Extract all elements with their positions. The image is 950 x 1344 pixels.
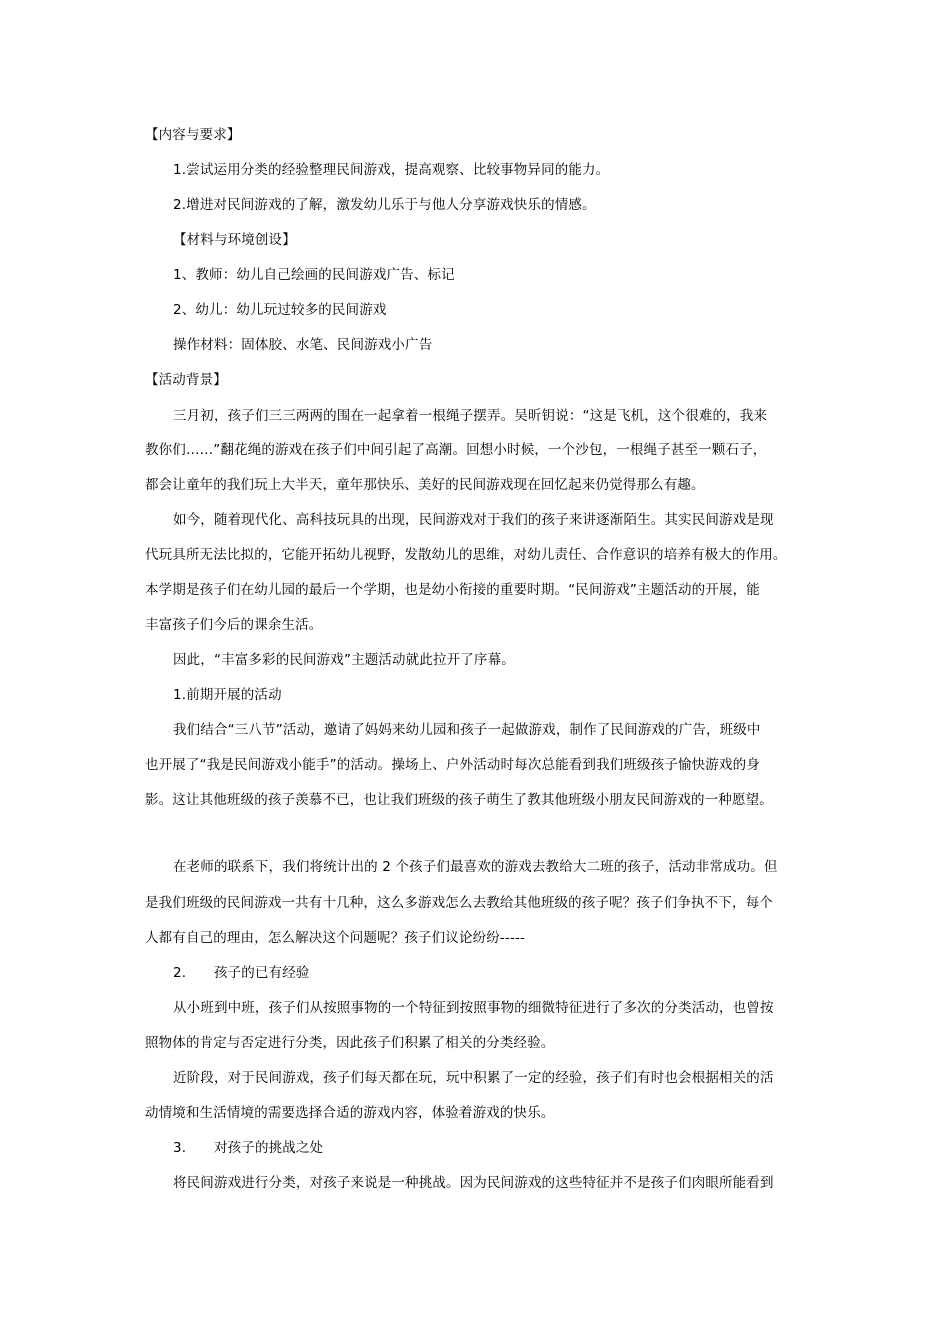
goal-item-1: 1.尝试运用分类的经验整理民间游戏，提高观察、比较事物异同的能力。 xyxy=(173,162,610,178)
paragraph-line: 近阶段，对于民间游戏，孩子们每天都在玩，玩中积累了一定的经验，孩子们有时也会根据相关的活 xyxy=(173,1070,774,1086)
section-title-background: 【活动背景】 xyxy=(145,372,227,388)
subheading-3 xyxy=(173,1138,825,1158)
material-item-2: 2、幼儿：幼儿玩过较多的民间游戏 xyxy=(173,302,387,318)
subheading-3-text: 对孩子的挑战之处 xyxy=(214,1140,324,1156)
paragraph-line: 在老师的联系下，我们将统计出的 2 个孩子们最喜欢的游戏去教给大二班的孩子，活动非常成功。但 xyxy=(173,859,778,875)
material-item-1: 1、教师：幼儿自己绘画的民间游戏广告、标记 xyxy=(173,267,455,283)
paragraph-line: 本学期是孩子们在幼儿园的最后一个学期，也是幼小衔接的重要时期。“民间游戏”主题活动的开展，能 xyxy=(145,582,760,598)
paragraph-line: 代玩具所无法比拟的，它能开拓幼儿视野，发散幼儿的思维，对幼儿责任、合作意识的培养有极大的作用。 xyxy=(145,547,787,563)
paragraph-line: 将民间游戏进行分类，对孩子来说是一种挑战。因为民间游戏的这些特征并不是孩子们肉眼所能看到 xyxy=(173,1175,774,1191)
paragraph-line: 如今，随着现代化、高科技玩具的出现，民间游戏对于我们的孩子来讲逐渐陌生。其实民间游戏是现 xyxy=(173,512,774,528)
goal-item-2: 2.增进对民间游戏的了解，激发幼儿乐于与他人分享游戏快乐的情感。 xyxy=(173,197,596,213)
section-title-materials: 【材料与环境创设】 xyxy=(173,232,296,248)
paragraph-line: 动情境和生活情境的需要选择合适的游戏内容，体验着游戏的快乐。 xyxy=(145,1105,555,1121)
paragraph-line: 照物体的肯定与否定进行分类，因此孩子们积累了相关的分类经验。 xyxy=(145,1035,555,1051)
subheading-1: 1.前期开展的活动 xyxy=(173,687,282,703)
paragraph-line: 我们结合“三八节”活动，邀请了妈妈来幼儿园和孩子一起做游戏，制作了民间游戏的广告，班级中 xyxy=(173,722,761,738)
paragraph-line: 因此，“丰富多彩的民间游戏”主题活动就此拉开了序幕。 xyxy=(173,652,515,668)
paragraph-line: 也开展了“我是民间游戏小能手”的活动。操场上、户外活动时每次总能看到我们班级孩子愉快游戏的身 xyxy=(145,757,760,773)
paragraph-line: 教你们……”翻花绳的游戏在孩子们中间引起了高潮。回想小时候，一个沙包，一根绳子甚至一颗石子， xyxy=(145,442,767,458)
paragraph-line: 影。这让其他班级的孩子羡慕不已，也让我们班级的孩子萌生了教其他班级小朋友民间游戏的一种愿望。 xyxy=(145,792,773,808)
subheading-2 xyxy=(173,963,825,983)
paragraph-line: 从小班到中班，孩子们从按照事物的一个特征到按照事物的细微特征进行了多次的分类活动，也曾按 xyxy=(173,1000,774,1016)
paragraph-line: 是我们班级的民间游戏一共有十几种，这么多游戏怎么去教给其他班级的孩子呢？孩子们争执不下，每个 xyxy=(145,895,773,911)
subheading-3-number: 3. xyxy=(173,1140,187,1156)
paragraph-line: 三月初，孩子们三三两两的围在一起拿着一根绳子摆弄。吴昕钥说：“这是飞机，这个很难的，我来 xyxy=(173,408,768,424)
paragraph-line: 丰富孩子们今后的课余生活。 xyxy=(145,617,323,633)
paragraph-line: 人都有自己的理由，怎么解决这个问题呢？孩子们议论纷纷----- xyxy=(145,930,526,946)
subheading-2-number: 2. xyxy=(173,965,187,981)
subheading-2-text: 孩子的已有经验 xyxy=(214,965,310,981)
paragraph-line: 都会让童年的我们玩上大半天，童年那快乐、美好的民间游戏现在回忆起来仍觉得那么有趣。 xyxy=(145,477,705,493)
material-item-3: 操作材料：固体胶、水笔、民间游戏小广告 xyxy=(173,337,433,353)
section-title-content: 【内容与要求】 xyxy=(145,127,241,143)
